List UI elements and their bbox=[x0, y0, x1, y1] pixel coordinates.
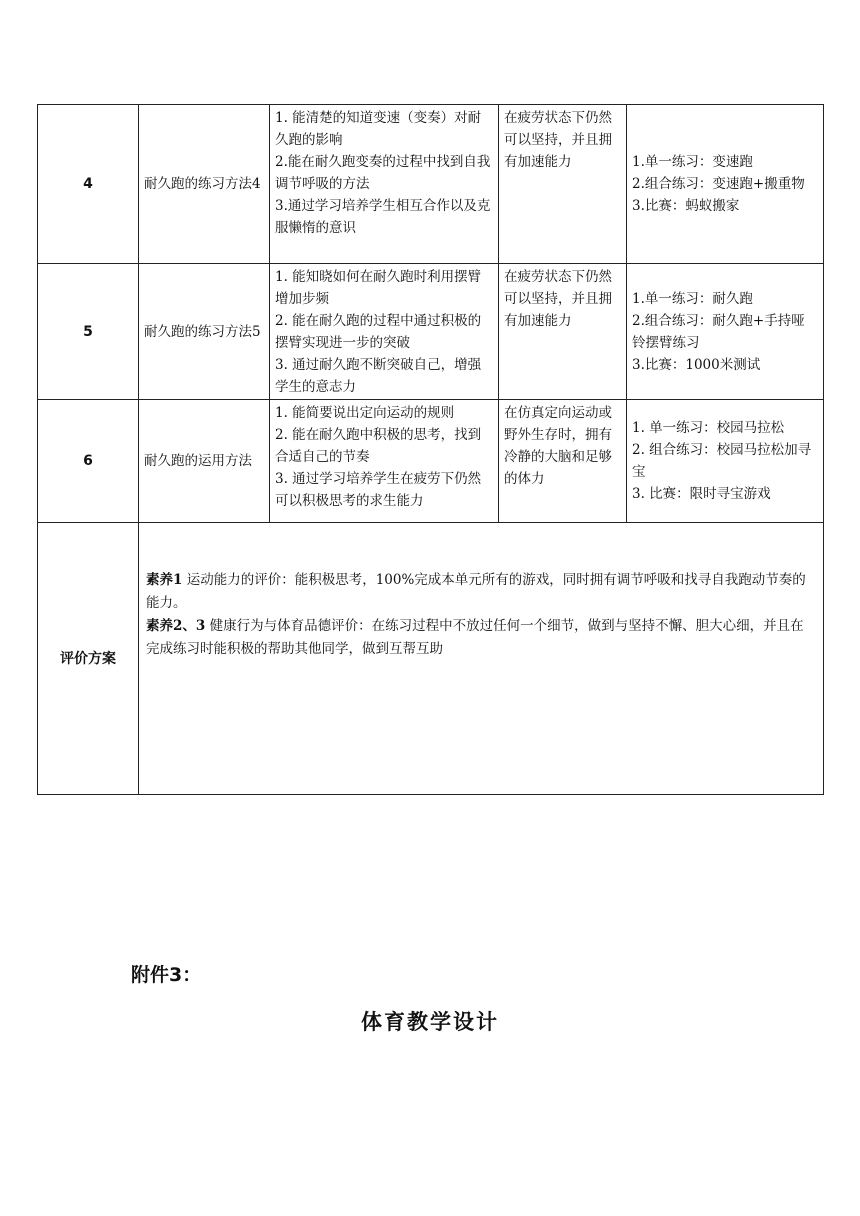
lesson-goals bbox=[270, 264, 499, 400]
lesson-key-point: 在疲劳状态下仍然可以坚持，并且拥有加速能力 bbox=[499, 264, 627, 400]
evaluation-body bbox=[139, 523, 824, 795]
goal-item: 3.通过学习培养学生相互合作以及克服懒惰的意识 bbox=[275, 198, 491, 236]
evaluation-paragraph-1 bbox=[146, 569, 815, 615]
goal-item: 1. 能清楚的知道变速（变奏）对耐久跑的影响 bbox=[275, 110, 482, 148]
goal-item: 2. 能在耐久跑的过程中通过积极的摆臂实现进一步的突破 bbox=[275, 313, 482, 351]
evaluation-tag-2: 素养2、3 bbox=[146, 618, 206, 634]
table-row bbox=[38, 400, 824, 523]
lesson-number: 6 bbox=[38, 400, 139, 523]
lesson-key-point: 在仿真定向运动或野外生存时，拥有冷静的大脑和足够的体力 bbox=[499, 400, 627, 523]
lesson-key-point: 在疲劳状态下仍然可以坚持，并且拥有加速能力 bbox=[499, 105, 627, 264]
activity-item: 2.组合练习：变速跑+搬重物 bbox=[632, 176, 805, 192]
evaluation-tag-1: 素养1 bbox=[146, 572, 183, 588]
lesson-goals bbox=[270, 400, 499, 523]
evaluation-paragraph-2 bbox=[146, 615, 815, 661]
attachment-heading: 附件3： bbox=[131, 964, 202, 986]
goal-item: 1. 能简要说出定向运动的规则 bbox=[275, 405, 455, 421]
lesson-name: 耐久跑的练习方法5 bbox=[139, 264, 270, 400]
lesson-name: 耐久跑的练习方法4 bbox=[139, 105, 270, 264]
activity-item: 1.单一练习：耐久跑 bbox=[632, 290, 753, 307]
document-title: 体育教学设计 bbox=[361, 1010, 499, 1034]
goal-item: 2.能在耐久跑变奏的过程中找到自我调节呼吸的方法 bbox=[275, 154, 491, 192]
lesson-number: 4 bbox=[38, 105, 139, 264]
activity-item: 3. 比赛：限时寻宝游戏 bbox=[632, 486, 771, 502]
evaluation-label: 评价方案 bbox=[38, 523, 139, 795]
lesson-activities bbox=[627, 400, 824, 523]
activity-item: 1. 单一练习：校园马拉松 bbox=[632, 420, 785, 436]
lesson-activities bbox=[627, 105, 824, 264]
goal-item: 3. 通过学习培养学生在疲劳下仍然可以积极思考的求生能力 bbox=[275, 471, 482, 509]
evaluation-text-2: 健康行为与体育品德评价：在练习过程中不放过任何一个细节，做到与坚持不懈、胆大心细，并且在完成练习时能积极的帮助其他同学，做到互帮互助 bbox=[146, 618, 804, 657]
table-row bbox=[38, 264, 824, 400]
activity-item: 3.比赛：1000米测试 bbox=[632, 356, 761, 373]
lesson-activities bbox=[627, 264, 824, 400]
lesson-number: 5 bbox=[38, 264, 139, 400]
activity-item: 1.单一练习：变速跑 bbox=[632, 154, 753, 170]
table-row bbox=[38, 105, 824, 264]
lesson-name: 耐久跑的运用方法 bbox=[139, 400, 270, 523]
goal-item: 1. 能知晓如何在耐久跑时利用摆臂增加步频 bbox=[275, 269, 482, 307]
lesson-goals bbox=[270, 105, 499, 264]
lesson-plan-table bbox=[37, 104, 824, 795]
evaluation-text-1: 运动能力的评价：能积极思考，100%完成本单元所有的游戏，同时拥有调节呼吸和找寻自我跑动节奏的能力。 bbox=[146, 572, 806, 611]
evaluation-row bbox=[38, 523, 824, 795]
goal-item: 3. 通过耐久跑不断突破自己，增强学生的意志力 bbox=[275, 357, 482, 395]
activity-item: 2. 组合练习：校园马拉松加寻宝 bbox=[632, 442, 812, 480]
activity-item: 3.比赛：蚂蚁搬家 bbox=[632, 198, 740, 214]
goal-item: 2. 能在耐久跑中积极的思考，找到合适自己的节奏 bbox=[275, 427, 482, 465]
activity-item: 2.组合练习：耐久跑+手持哑铃摆臂练习 bbox=[632, 312, 805, 351]
